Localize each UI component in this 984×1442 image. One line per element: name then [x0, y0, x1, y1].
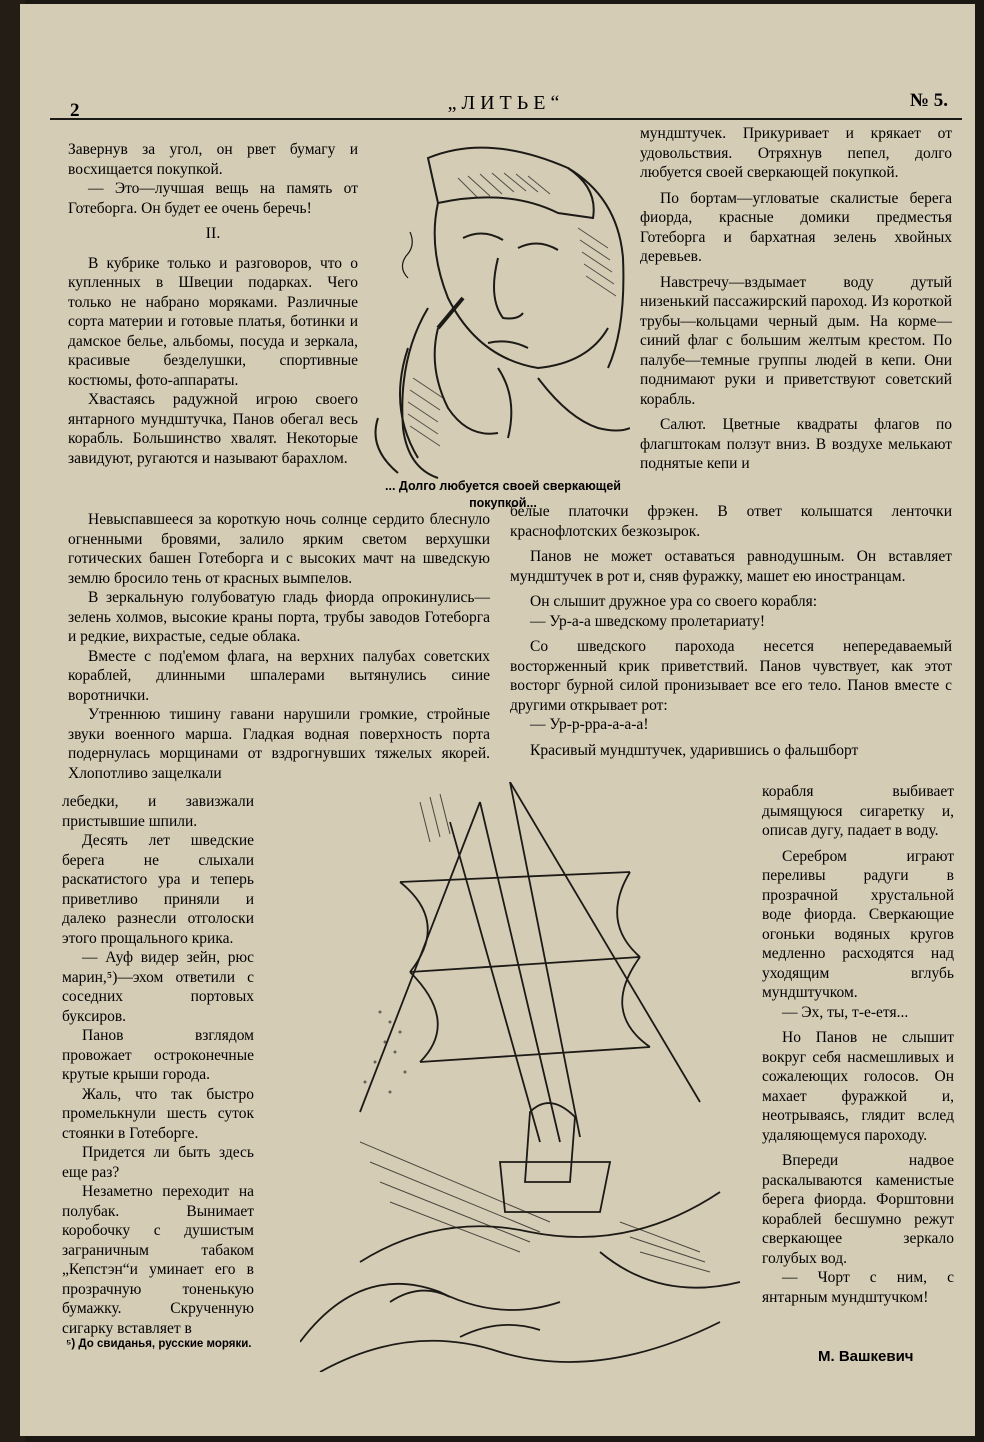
right-column-top	[640, 124, 952, 474]
page-header	[50, 86, 962, 126]
paragraph: Хвастаясь радужной игрою своего янтарного мундштучка, Панов обегал весь корабль. Большинство хвалят. Некоторые завидуют, ругаются и называют барахлом.	[68, 391, 358, 467]
page-number: 2	[70, 100, 80, 121]
journal-title: „ЛИТЬЕ“	[447, 92, 565, 114]
paragraph: Утреннюю тишину гавани нарушили громкие, стройные звуки военного марша. Гладкая водная поверхность порта подернулась морщинами от вздрогнувших тяжелых якорей. Хлопотливо защелкали	[68, 706, 490, 782]
paragraph: По бортам—угловатые скалистые берега фиорда, красные домики предместья Готеборга и бархатная зелень хвойных деревьев.	[640, 189, 952, 265]
paragraph: — Ауф видер зейн, рюс марин,⁵)—эхом ответили с соседних портовых буксиров.	[62, 949, 254, 1025]
paragraph: Вместе с под'емом флага, на верхних палубах советских кораблей, длинными шпалерами вытянулись синие воротнички.	[68, 647, 490, 704]
paragraph: Незаметно переходит на полубак. Вынимает коробочку с душистым заграничным табаком „Кепстэн“и уминает его в прозрачную тоненькую бумажку. Скрученную сигарку вставляет в	[62, 1183, 254, 1337]
issue-number: № 5.	[909, 90, 948, 111]
paragraph: Но Панов не слышит вокруг себя насмешливых и сожалеющих голосов. Он махает фуражкой и, неотрываясь, глядит вслед удаляющемуся пароходу.	[762, 1029, 954, 1144]
paragraph: Красивый мундштучек, ударившись о фальшборт	[530, 741, 859, 759]
paragraph: Завернув за угол, он рвет бумагу и восхищается покупкой.	[68, 141, 358, 178]
footnote: ⁵) До свиданья, русские моряки.	[66, 1338, 252, 1350]
ship-illustration	[300, 782, 762, 1372]
paragraph: Он слышит дружное ура со своего корабля:	[530, 593, 818, 610]
paragraph: — Чорт с ним, с янтарным мундштучком!	[762, 1269, 954, 1306]
paragraph: лебедки, и завизжали пристывшие шпили.	[62, 793, 254, 830]
paragraph: — Эх, ты, т-е-етя...	[782, 1003, 909, 1021]
paragraph: мундштучек. Прикуривает и крякает от удовольствия. Отряхнув пепел, долго любуется своей сверкающей покупкой.	[640, 125, 952, 181]
paragraph: Салют. Цветные квадраты флагов по флагштокам ползут вниз. В воздухе мелькают поднятые кепи и	[640, 416, 952, 472]
paragraph: Панов взглядом провожает остроконечные крутые крыши города.	[62, 1027, 254, 1083]
paragraph: корабля выбивает дымящуюся сигаретку и, описав дугу, падает в воду.	[762, 783, 954, 839]
illustration-caption: ... Долго любуется своей сверкающей покупкой...	[385, 479, 621, 510]
right-column-bottom	[762, 782, 954, 1307]
paragraph: белые платочки фрэкен. В ответ колышатся ленточки краснофлотских безкозырок.	[510, 503, 952, 540]
paragraph: Серебром играют переливы радуги в прозрачной хрустальной воде фиорда. Сверкающие огоньки водяных кругов медленно расходятся над уходящим вглубь мундштучком.	[762, 847, 954, 1001]
paragraph: — Это—лучшая вещь на память от Готеборга. Он будет ее очень беречь!	[68, 180, 358, 217]
paragraph: Со шведского парохода несется непередаваемый восторженный крик приветствий. Панов чувствует, как этот восторг бурной силой пронизывает все его тело. Панов вместе с другими открывает рот:	[510, 638, 952, 714]
paragraph: В зеркальную голубоватую гладь фиорда опрокинулись—зелень холмов, высокие краны порта, трубы заводов Готеборга и редкие, вихрастые, седые облака.	[68, 589, 490, 645]
section-number: II.	[205, 225, 221, 242]
header-rule	[50, 118, 962, 120]
left-column-bottom	[62, 792, 254, 1338]
paragraph: — Ур-а-а шведскому пролетариату!	[530, 612, 765, 630]
paragraph: В кубрике только и разговоров, что о купленных в Швеции подарках. Чего только не набрано моряками. Различные сорта материи и готовые платья, ботинки и дамское белье, альбомы, посуда и зеркала, красивые безделушки, спортивные костюмы, фото-аппараты.	[68, 254, 358, 389]
right-middle-block	[510, 502, 952, 760]
paragraph: Невыспавшееся за короткую ночь солнце сердито блеснуло огненными бровями, залило ярким светом верхушки готических башен Готеборга и с высоких мачт на шведскую землю бросило тень от красных вымпелов.	[68, 511, 490, 587]
paragraph: — Ур-р-рра-а-а-а!	[530, 716, 649, 733]
paragraph: Навстречу—вздымает воду дутый низенький пассажирский пароход. Из короткой трубы—кольцами черный дым. На корме—синий флаг с большим желтым крестом. По палубе—темные группы людей в кепи. Они поднимают руки и приветствуют советский корабль.	[640, 273, 952, 408]
paragraph: Впереди надвое раскалываются каменистые берега фиорда. Форштовни кораблей бесшумно режут сверкающее зеркало голубых вод.	[762, 1152, 954, 1267]
middle-text-block	[68, 510, 490, 783]
paragraph: Жаль, что так быстро промелькнули шесть суток стоянки в Готеборге.	[62, 1085, 254, 1142]
author-signature: М. Вашкевич	[818, 1348, 914, 1365]
paragraph: Десять лет шведские берега не слыхали раскатистого ура и теперь приветливо приняли и далеко разнесли отголоски этого прощального крика.	[62, 832, 254, 947]
left-column-top	[68, 140, 358, 468]
paragraph: Панов не может оставаться равнодушным. Он вставляет мундштучек в рот и, сняв фуражку, машет ею иностранцам.	[510, 548, 952, 585]
paragraph: Придется ли быть здесь еще раз?	[62, 1144, 254, 1181]
sailor-portrait-illustration	[368, 128, 630, 480]
